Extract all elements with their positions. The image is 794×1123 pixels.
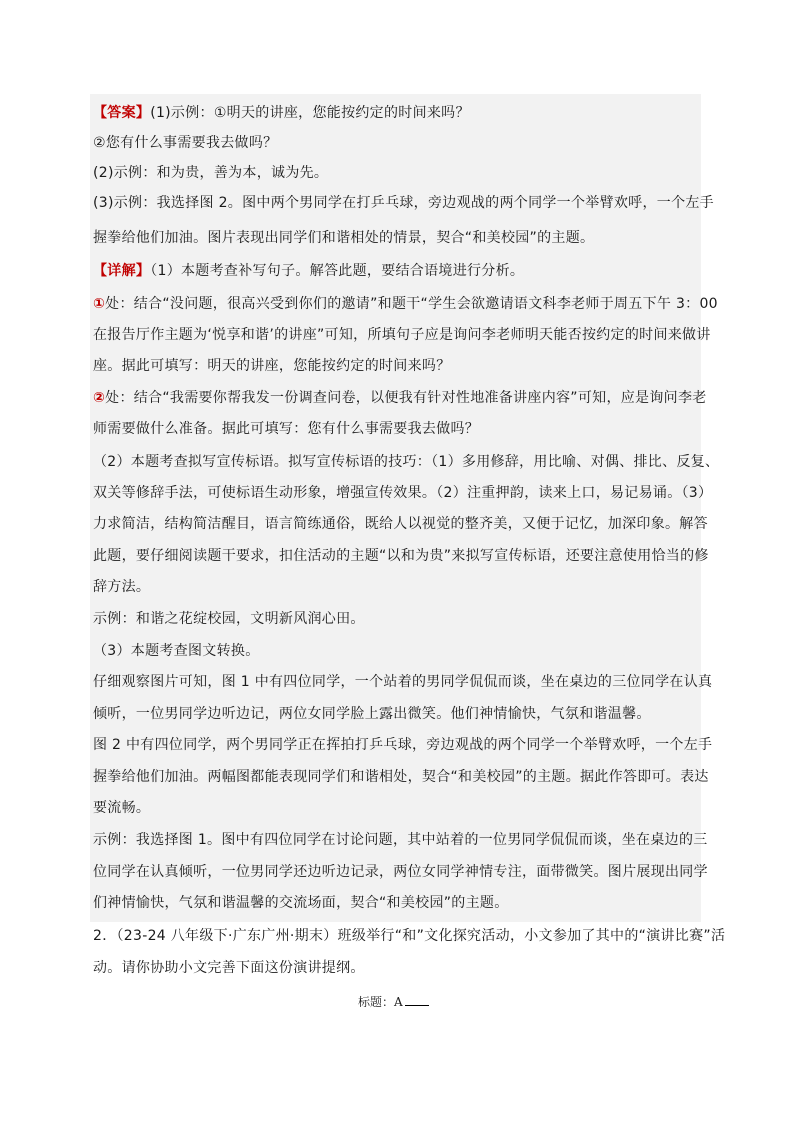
detail-line-21: 们神情愉快，气氛和谐温馨的交流场面，契合“和美校园”的主题。 [93,895,509,911]
detail-line-4: 座。据此可填写：明天的讲座，您能按约定的时间来吗？ [93,358,451,374]
detail-line-11: 辞方法。 [93,579,151,595]
answer-line-2: ②您有什么事需要我去做吗？ [93,135,278,151]
detail-line-2: ①处：结合“没问题，很高兴受到你们的邀请”和题干“学生会欲邀请语文科李老师于周五下午 3：00 [93,296,718,312]
detail-line-7: （2）本题考查拟写宣传标语。拟写宣传标语的技巧：（1）多用修辞，用比喻、对偶、排比、反复、 [93,454,720,470]
question-2-line-1: 2．（23-24 八年级下·广东广州·期末）班级举行“和”文化探究活动，小文参加了其中的“演讲比赛”活 [93,928,726,944]
detail-line-1: 【详解】（1）本题考查补写句子。解答此题，要结合语境进行分析。 [93,263,525,279]
detail-line-16: 图 2 中有四位同学，两个男同学正在挥拍打乒乓球，旁边观战的两个同学一个举臂欢呼，一个左手 [93,737,713,753]
detail-line-6: 师需要做什么准备。据此可填写：您有什么事需要我去做吗？ [93,421,480,437]
detail-line-12: 示例：和谐之花绽校园，文明新风润心田。 [93,611,365,627]
detail-line-19: 示例：我选择图 1。图中有四位同学在讨论问题，其中站着的一位男同学侃侃而谈，坐在桌边的三 [93,832,708,848]
answer-line-5: 握拳给他们加油。图片表现出同学们和谐相处的情景，契合“和美校园”的主题。 [93,230,595,246]
detail-line-8: 双关等修辞手法，可使标语生动形象，增强宣传效果。（2）注重押韵，读来上口，易记易诵。（3） [93,485,713,501]
detail-line-18: 要流畅。 [93,800,151,816]
answer-tag: 【答案】 [93,105,151,121]
detail-line-10: 此题，要仔细阅读题干要求，扣住活动的主题“以和为贵”来拟写宣传标语，还要注意使用恰当的修 [93,548,709,564]
detail-line-17: 握拳给他们加油。两幅图都能表现同学们和谐相处，契合“和美校园”的主题。据此作答即可。表达 [93,769,709,785]
outline-title: 标题：A [358,993,429,1010]
answer-block [90,94,701,922]
answer-line-4: (3)示例：我选择图 2。图中两个男同学在打乒乓球，旁边观战的两个同学一个举臂欢呼，一个左手 [93,195,714,211]
detail-line-3: 在报告厅作主题为‘悦享和谐’的讲座”可知，所填句子应是询问李老师明天能否按约定的时间来做讲 [93,327,711,343]
question-2-line-2: 动。请你协助小文完善下面这份演讲提纲。 [93,960,365,976]
detail-line-14: 仔细观察图片可知，图 1 中有四位同学，一个站着的男同学侃侃而谈，坐在桌边的三位同学在认真 [93,674,713,690]
answer-line-3: (2)示例：和为贵，善为本，诚为先。 [93,165,329,181]
answer-line-1: 【答案】(1)示例：①明天的讲座，您能按约定的时间来吗？ [93,105,470,121]
title-blank[interactable] [405,993,429,1006]
detail-line-9: 力求简洁，结构简洁醒目，语言简练通俗，既给人以视觉的整齐美，又便于记忆，加深印象。解答 [93,516,708,532]
detail-tag: 【详解】 [93,263,151,279]
detail-line-5: ②处：结合“我需要你帮我发一份调查问卷，以便我有针对性地准备讲座内容”可知，应是询问李老 [93,390,707,406]
detail-line-13: （3）本题考查图文转换。 [93,643,260,659]
detail-line-15: 倾听，一位男同学边听边记，两位女同学脸上露出微笑。他们神情愉快，气氛和谐温馨。 [93,706,651,722]
detail-line-20: 位同学在认真倾听，一位男同学还边听边记录，两位女同学神情专注，面带微笑。图片展现出同学 [93,864,708,880]
